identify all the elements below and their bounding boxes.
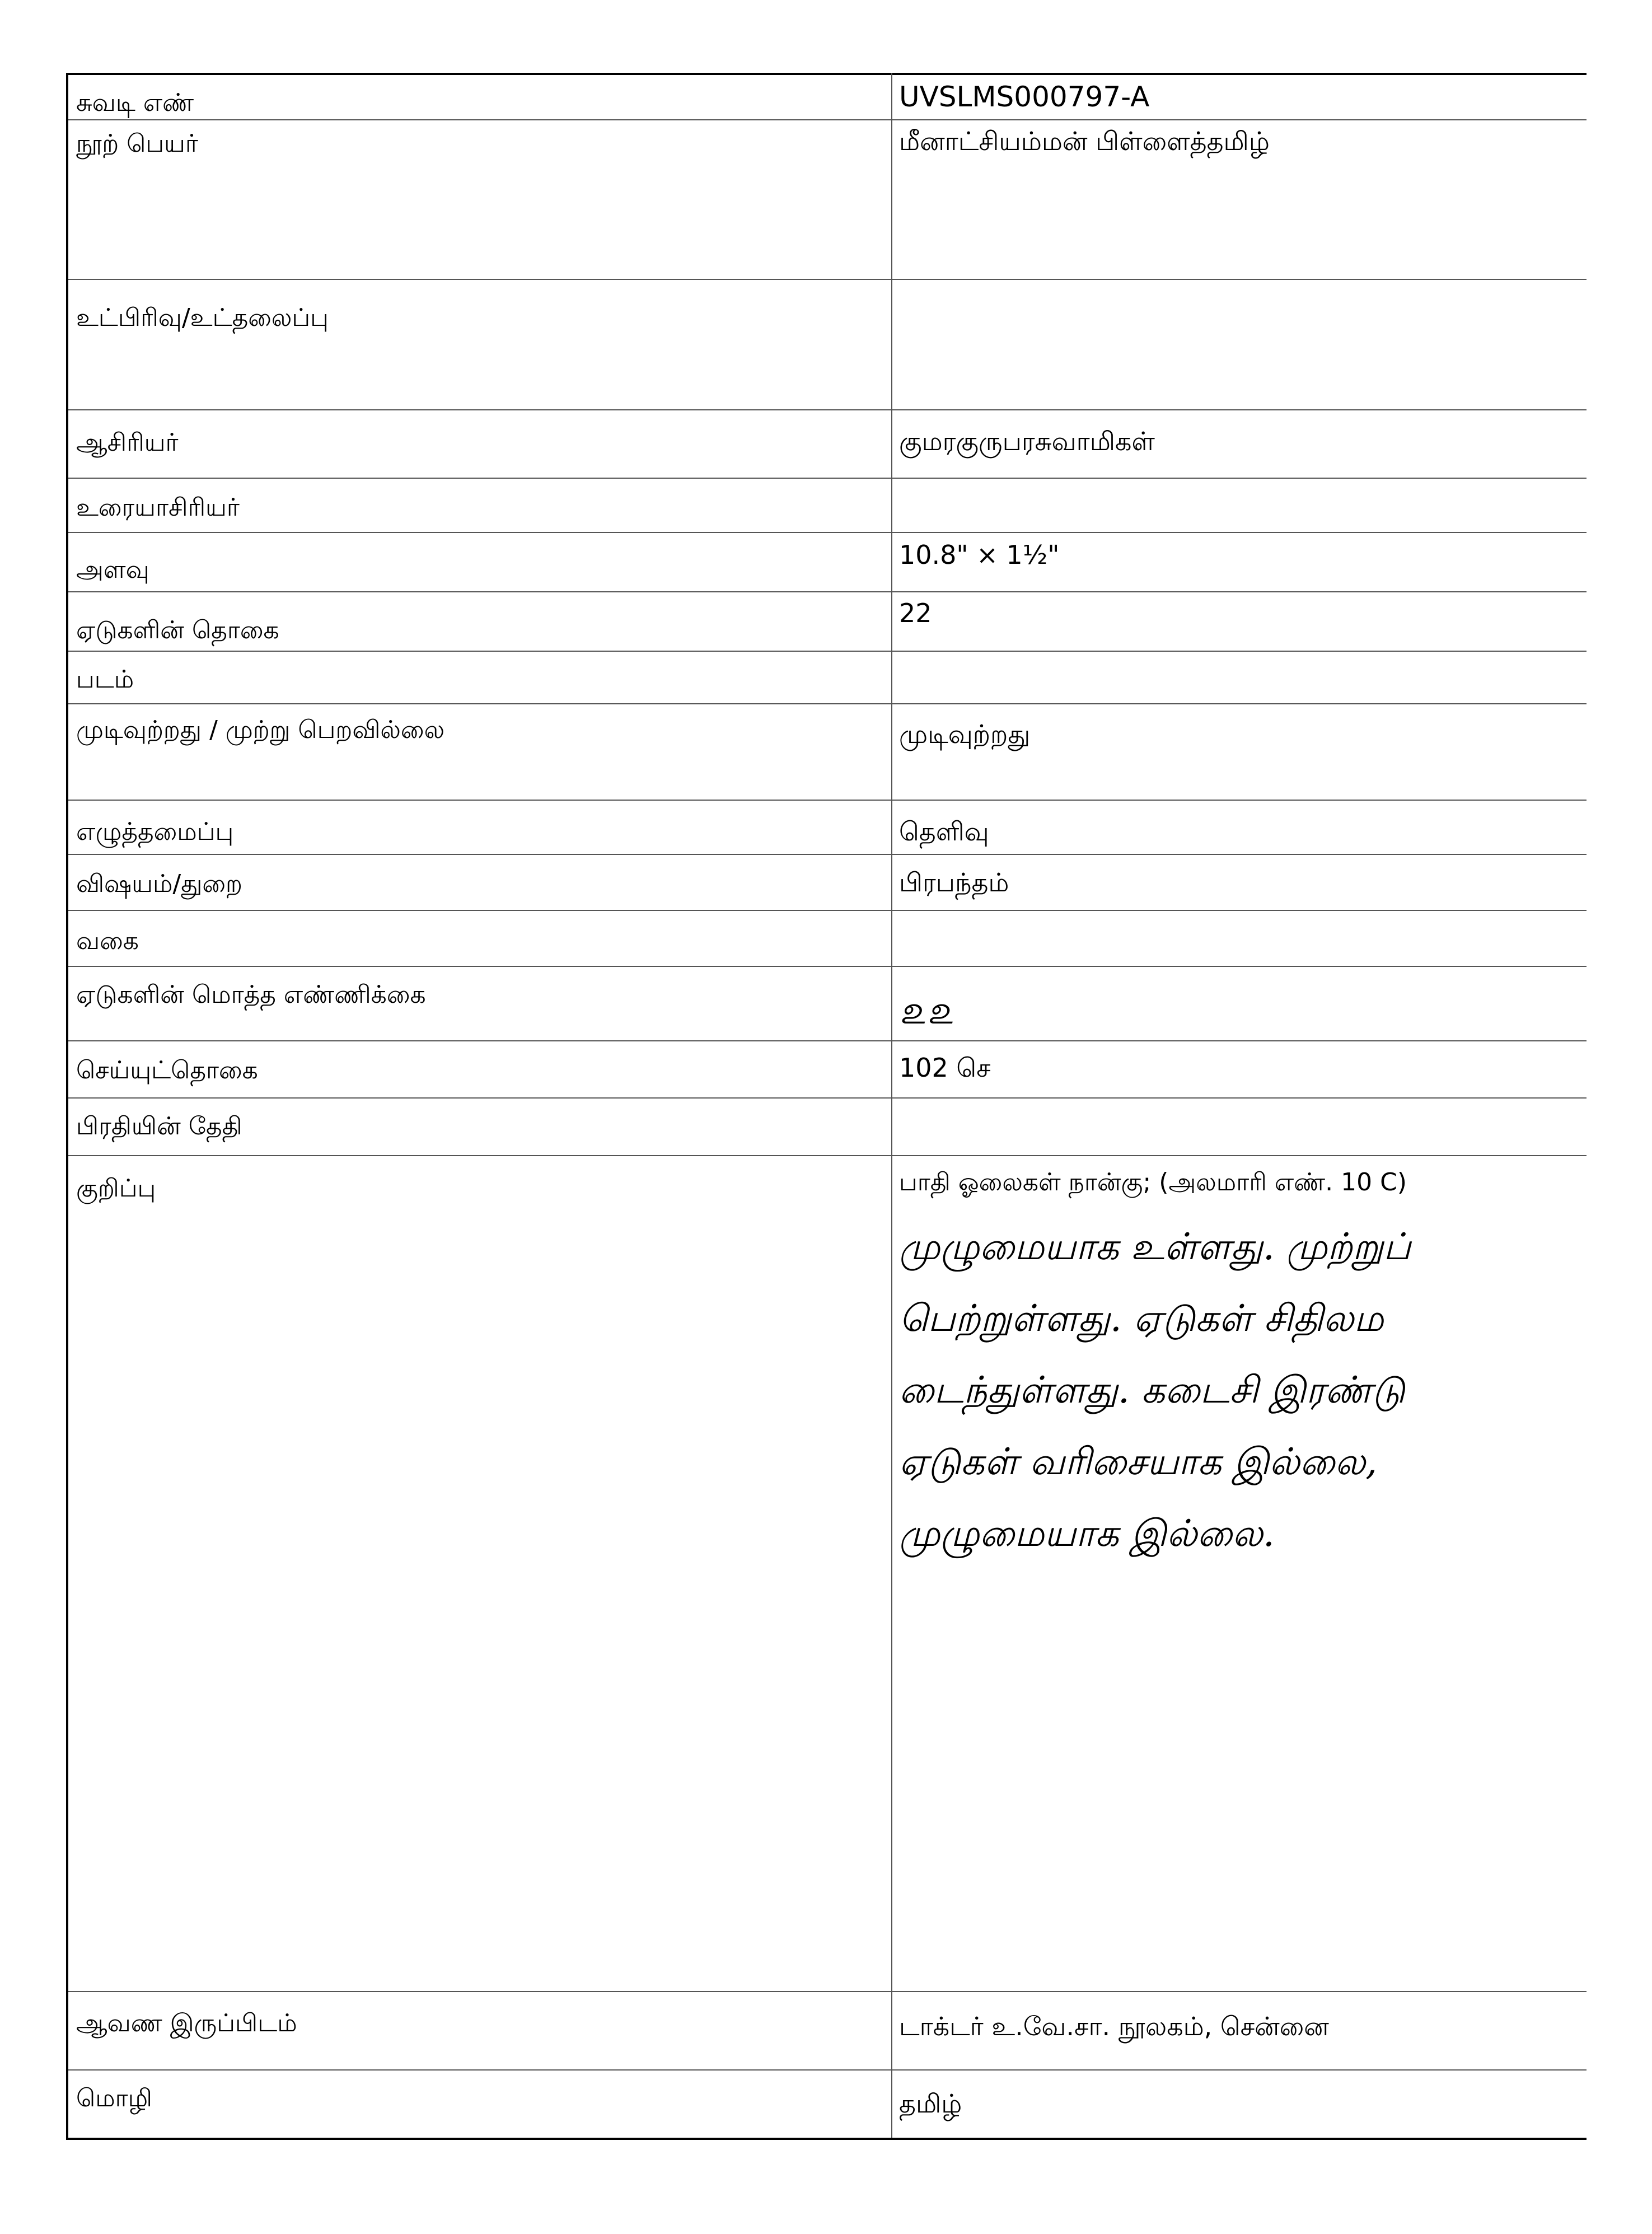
row-verse-count xyxy=(68,1041,1587,1099)
row-author xyxy=(68,410,1587,479)
metadata-form xyxy=(66,73,1587,2140)
value-verse-count: 102 செ xyxy=(899,1053,991,1083)
row-leaf-count xyxy=(68,592,1587,652)
value-completion: முடிவுற்றது xyxy=(899,719,1031,749)
value-total-leaves-handwritten: ௨௨ xyxy=(899,987,955,1033)
label-repository: ஆவண இருப்பிடம் xyxy=(76,2009,297,2037)
row-total-leaves xyxy=(68,967,1587,1041)
row-language xyxy=(68,2071,1587,2140)
row-subject xyxy=(68,855,1587,911)
value-repository: டாக்டர் உ.வே.சா. நூலகம், சென்னை xyxy=(899,2011,1329,2041)
label-illustration: படம் xyxy=(76,665,134,694)
row-size xyxy=(68,533,1587,592)
row-script xyxy=(68,801,1587,855)
label-subject: விஷயம்/துறை xyxy=(76,870,242,898)
notes-block xyxy=(899,1166,1576,1569)
row-manuscript-number xyxy=(68,73,1587,120)
handwritten-line: முழுமையாக இல்லை. xyxy=(899,1512,1275,1555)
label-verse-count: செய்யுட்தொகை xyxy=(76,1056,258,1085)
notes-printed-text: பாதி ஓலைகள் நான்கு; (அலமாரி எண். 10 C) xyxy=(899,1168,1407,1197)
label-size: அளவு xyxy=(76,555,149,584)
label-copy-date: பிரதியின் தேதி xyxy=(76,1112,242,1141)
label-script: எழுத்தமைப்பு xyxy=(76,817,234,846)
label-manuscript-number: சுவடி எண் xyxy=(76,88,194,117)
value-author: குமரகுருபரசுவாமிகள் xyxy=(899,426,1155,456)
value-subject: பிரபந்தம் xyxy=(899,867,1009,898)
row-illustration xyxy=(68,652,1587,704)
row-subdivision xyxy=(68,280,1587,410)
row-title xyxy=(68,120,1587,280)
label-completion: முடிவுற்றது / முற்று பெறவில்லை xyxy=(76,716,445,744)
value-language: தமிழ் xyxy=(899,2088,962,2119)
value-script: தெளிவு xyxy=(899,816,989,847)
value-title: மீனாட்சியம்மன் பிள்ளைத்தமிழ் xyxy=(899,126,1270,156)
label-subdivision: உட்பிரிவு/உட்தலைப்பு xyxy=(76,303,329,332)
label-author: ஆசிரியர் xyxy=(76,428,179,457)
label-total-leaves: ஏடுகளின் மொத்த எண்ணிக்கை xyxy=(76,980,426,1009)
notes-handwritten-text xyxy=(899,1211,1576,1569)
handwritten-line: ஏடுகள் வரிசையாக இல்லை, xyxy=(899,1440,1378,1483)
label-notes: குறிப்பு xyxy=(76,1174,156,1203)
label-category: வகை xyxy=(76,927,139,955)
row-category xyxy=(68,911,1587,967)
handwritten-line: டைந்துள்ளது. கடைசி இரண்டு xyxy=(899,1368,1405,1412)
value-manuscript-number: UVSLMS000797-A xyxy=(899,81,1150,113)
value-leaf-count: 22 xyxy=(899,598,932,628)
row-repository xyxy=(68,1992,1587,2071)
label-leaf-count: ஏடுகளின் தொகை xyxy=(76,616,279,644)
label-commentator: உரையாசிரியர் xyxy=(76,493,240,522)
handwritten-line: பெற்றுள்ளது. ஏடுகள் சிதிலம xyxy=(899,1297,1384,1340)
handwritten-line: முழுமையாக உள்ளது. முற்றுப் xyxy=(899,1225,1411,1268)
label-language: மொழி xyxy=(76,2084,152,2113)
row-completion xyxy=(68,704,1587,801)
label-title: நூற் பெயர் xyxy=(76,129,198,158)
row-notes xyxy=(68,1156,1587,1992)
row-copy-date xyxy=(68,1099,1587,1156)
row-commentator xyxy=(68,479,1587,533)
form-bottom-rule xyxy=(68,2138,1587,2140)
value-size: 10.8" × 1½" xyxy=(899,540,1060,570)
